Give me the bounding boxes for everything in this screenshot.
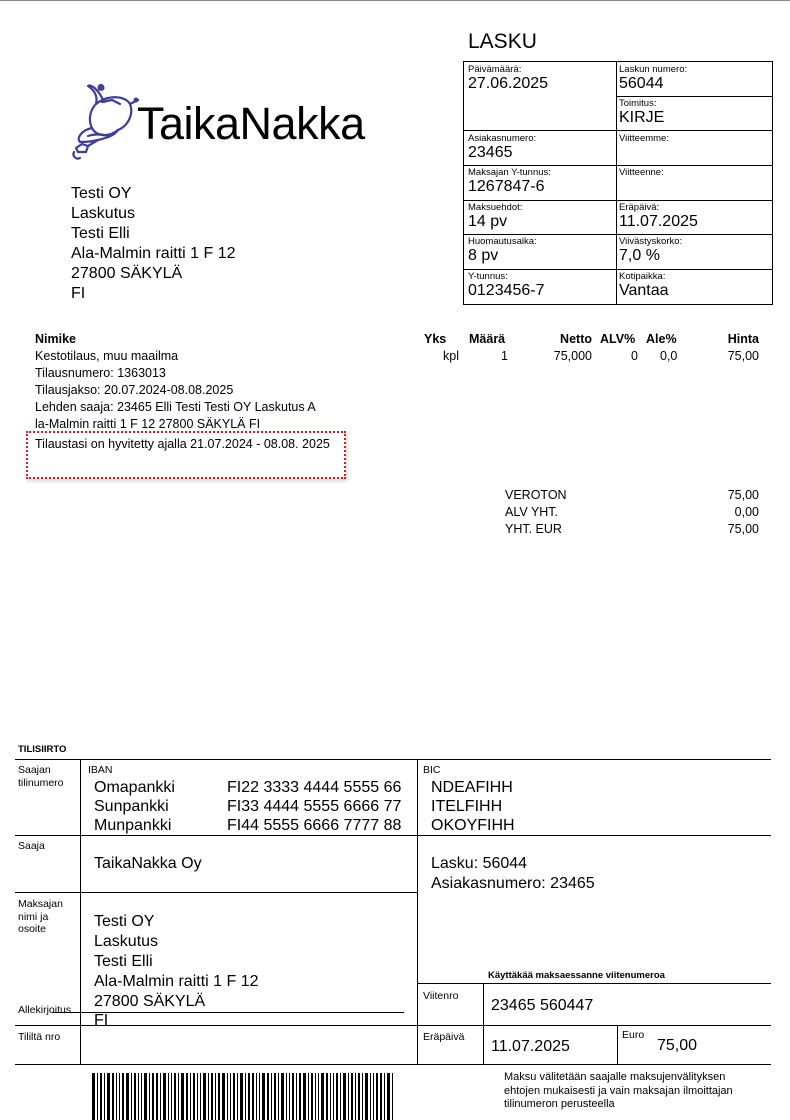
total-label-vat: ALV YHT. [505,505,559,519]
bic-value: OKOYFIHH [431,817,515,834]
field-your-reference: Viitteenne: [619,167,664,178]
col-header-qty: Määrä [469,332,506,346]
field-business-id: Y-tunnus: 0123456-7 [468,271,545,299]
giro-line [80,759,81,1065]
item-discount: 0,0 [660,349,678,363]
total-value-vat: 0,00 [734,505,759,519]
description-line: Tilausjakso: 20.07.2024-08.08.2025 [35,383,234,397]
field-date: Päivämäärä: 27.06.2025 [468,64,549,92]
document-title: LASKU [468,30,537,53]
payment-barcode [92,1073,448,1120]
reference-number: 23465 560447 [491,997,594,1014]
address-line: Testi Elli [71,225,130,242]
address-line: Testi OY [71,185,132,202]
from-account-label: Tililtä nro [18,1031,61,1043]
bank-name: Sunpankki [94,798,169,815]
payer-label: Maksajan nimi ja osoite [18,898,63,935]
reference-label: Viitenro [423,990,459,1002]
field-our-reference: Viitteemme: [619,133,669,144]
giro-line [617,1025,618,1065]
col-header-name: Nimike [35,332,76,346]
address-line: 27800 SÄKYLÄ [71,265,183,282]
due-label: Eräpäivä [423,1031,465,1043]
iban-value: FI22 3333 4444 5555 66 [227,779,402,796]
signature-label: Allekirjoitus [18,1004,72,1016]
payer-line: Ala-Malmin raitti 1 F 12 [94,973,259,990]
giro-title: TILISIIRTO [18,744,67,755]
bic-label: BIC [423,764,441,776]
total-label-sum: YHT. EUR [505,522,562,536]
description-line: Tilausnumero: 1363013 [35,366,166,380]
bank-name: Omapankki [94,779,175,796]
iban-value: FI44 5555 6666 7777 88 [227,817,402,834]
col-header-discount: Ale% [646,332,677,346]
field-complaint-period: Huomautusaika: 8 pv [468,236,537,264]
top-border-line [0,0,790,1]
bank-name: Munpankki [94,817,172,834]
payment-disclaimer: Maksu välitetään saajalle maksujenvälityksen ehtojen mukaisesti ja vain maksajan ilmoittajan tilinumeron perusteella [504,1071,733,1110]
field-payment-terms: Maksuehdot: 14 pv [468,202,523,230]
field-delivery: Toimitus: KIRJE [619,98,665,126]
giro-line [417,983,771,984]
total-value-net: 75,00 [727,488,759,502]
col-header-vat: ALV% [600,332,636,346]
description-line: Lehden saaja: 23465 Elli Testi Testi OY Laskutus A [35,400,316,414]
field-payer-business-id: Maksajan Y-tunnus: 1267847-6 [468,167,551,195]
item-price: 75,00 [727,349,759,363]
address-line: Laskutus [71,205,136,222]
total-label-net: VEROTON [505,488,567,502]
address-line: Ala-Malmin raitti 1 F 12 [71,245,236,262]
item-vat: 0 [631,349,638,363]
invoice-header-grid [463,61,773,305]
bic-value: ITELFIHH [431,798,503,815]
item-qty: 1 [501,349,508,363]
field-domicile: Kotipaikka: Vantaa [619,271,669,299]
due-date: 11.07.2025 [491,1038,570,1055]
giro-line [15,759,771,760]
description-line: Kestotilaus, muu maailma [35,349,179,363]
field-late-interest: Viivästyskorko: 7,0 % [619,236,683,264]
credit-note-text: Tilaustasi on hyvitetty ajalla 21.07.2024 - 08.08. 2025 [35,437,330,451]
item-unit: kpl [443,349,459,363]
col-header-unit: Yks [424,332,447,346]
col-header-price: Hinta [727,332,759,346]
field-customer-number: Asiakasnumero: 23465 [468,133,537,161]
total-value-sum: 75,00 [727,522,759,536]
description-line: la-Malmin raitti 1 F 12 27800 SÄKYLÄ FI [35,417,261,430]
reference-hint: Käyttäkää maksaessanne viitenumeroa [488,970,665,981]
amount: 75,00 [657,1037,698,1054]
payer-line: FI [94,1012,109,1025]
payer-line: 27800 SÄKYLÄ [94,993,206,1010]
payer-line: Testi Elli [94,953,153,970]
euro-label: Euro [622,1029,645,1041]
recipient-address [71,184,236,304]
recipient-name: TaikaNakka Oy [94,855,202,872]
bic-value: NDEAFIHH [431,779,513,796]
item-net: 75,000 [553,349,592,363]
giro-line [15,892,417,893]
invoice-info-line: Asiakasnumero: 23465 [431,875,595,892]
address-line: FI [71,285,86,302]
field-due-date: Eräpäivä: 11.07.2025 [619,202,698,230]
giro-line [483,983,484,1065]
brand-name: TaikaNakka [137,98,365,149]
payer-line: Testi OY [94,913,155,930]
field-invoice-number: Laskun numero: 56044 [619,64,688,92]
genie-lamp-icon [68,80,148,166]
iban-value: FI33 4444 5555 6666 77 [227,798,402,815]
recipient-account-label: Saajan tilinumero [18,764,64,789]
iban-label: IBAN [88,764,113,776]
giro-line [417,759,418,1065]
invoice-info-line: Lasku: 56044 [431,855,528,872]
payer-line: Laskutus [94,933,159,950]
recipient-label: Saaja [18,840,45,852]
col-header-net: Netto [560,332,592,346]
item-description [35,348,355,430]
giro-line [15,1025,771,1026]
giro-line [15,1064,771,1065]
